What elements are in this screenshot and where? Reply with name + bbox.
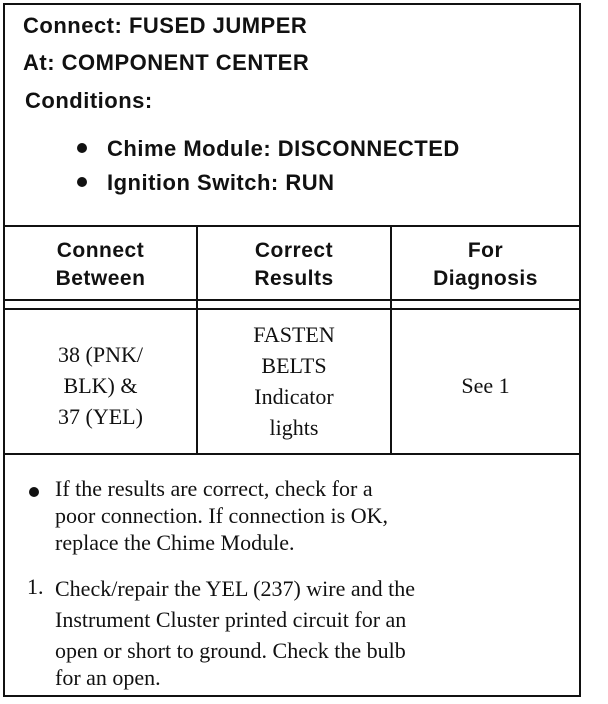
bullet-note: If the results are correct, check for a poor connection. If connection is OK, replace the Chime Module. (55, 476, 388, 555)
conditions-label: Conditions: (25, 88, 153, 113)
column-header-correct-results: Correct Results (254, 239, 334, 290)
cell-correct-results: FASTEN BELTS Indicator lights (253, 322, 335, 440)
diagnostic-chart (3, 3, 581, 697)
connect-line: Connect: FUSED JUMPER (23, 13, 308, 38)
column-header-connect-between: Connect Between (55, 239, 146, 290)
condition-item: Chime Module: DISCONNECTED (77, 136, 460, 162)
bullet-icon (77, 177, 87, 187)
numbered-note-marker: 1. (27, 574, 44, 599)
cell-for-diagnosis: See 1 (461, 372, 510, 398)
column-header-for-diagnosis: For Diagnosis (433, 239, 538, 290)
numbered-note: Check/repair the YEL (237) wire and the Instrument Cluster printed circuit for an open or short to ground. Check the bulb for an open. (55, 576, 416, 690)
at-line: At: COMPONENT CENTER (23, 50, 310, 75)
test-setup-header (5, 5, 579, 227)
bullet-icon (77, 143, 87, 153)
cell-connect-between: 38 (PNK/ BLK) & 37 (YEL) (58, 341, 143, 429)
bullet-icon (29, 487, 39, 497)
divider (5, 308, 579, 310)
condition-item: Ignition Switch: RUN (77, 170, 335, 196)
